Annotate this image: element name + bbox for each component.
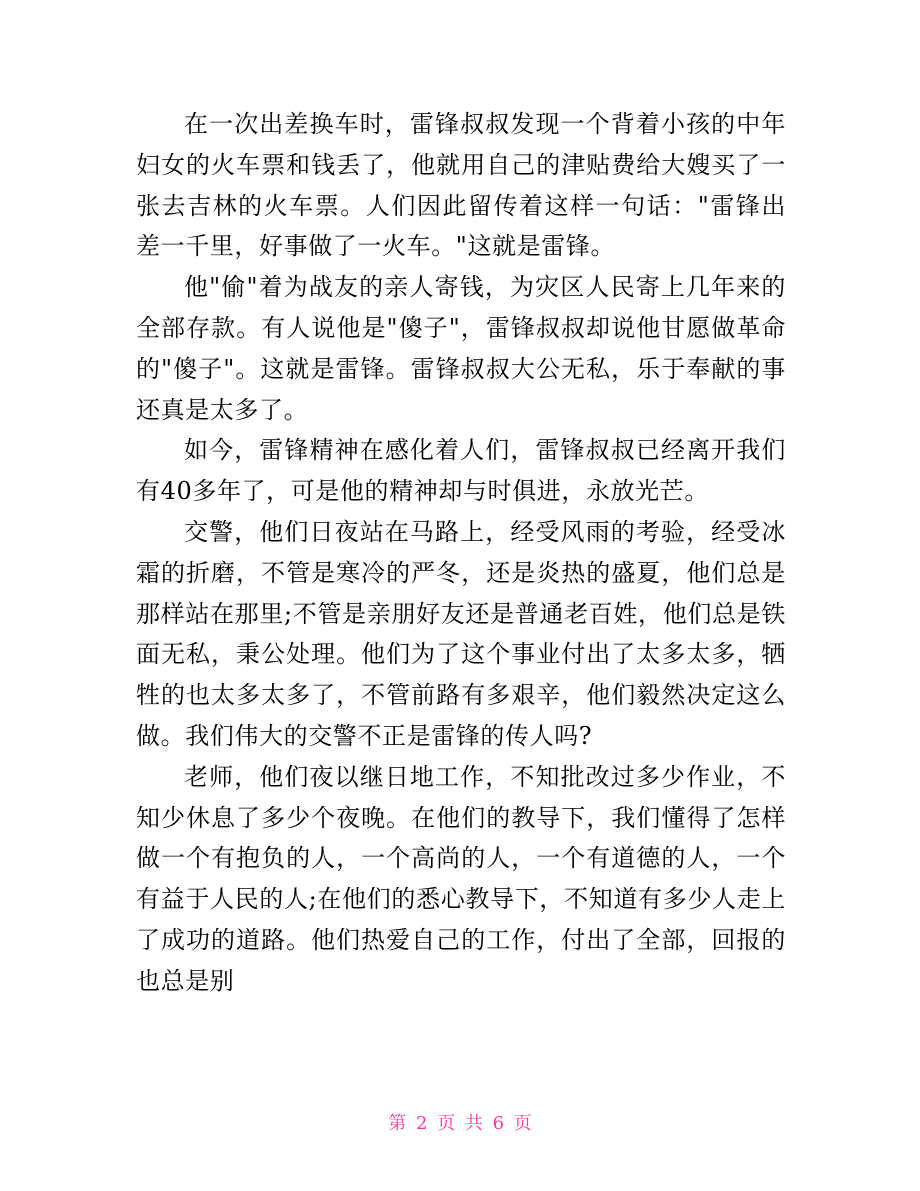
document-body	[136, 104, 786, 1002]
paragraph-2: 他"偷"着为战友的亲人寄钱，为灾区人民寄上几年来的全部存款。有人说他是"傻子"，雷锋叔叔却说他甘愿做革命的"傻子"。这就是雷锋。雷锋叔叔大公无私，乐于奉献的事还真是太多了。	[136, 273, 786, 424]
paragraph-4: 交警，他们日夜站在马路上，经受风雨的考验，经受冰霜的折磨，不管是寒冷的严冬，还是炎热的盛夏，他们总是那样站在那里;不管是亲朋好友还是普通老百姓，他们总是铁面无私，秉公处理。他们为了这个事业付出了太多太多，牺牲的也太多太多了，不管前路有多艰辛，他们毅然决定这么做。我们伟大的交警不正是雷锋的传人吗?	[136, 517, 786, 750]
paragraph-1: 在一次出差换车时，雷锋叔叔发现一个背着小孩的中年妇女的火车票和钱丢了，他就用自己的津贴费给大嫂买了一张去吉林的火车票。人们因此留传着这样一句话："雷锋出差一千里，好事做了一火车。"这就是雷锋。	[136, 110, 786, 261]
paragraph-5: 老师，他们夜以继日地工作，不知批改过多少作业，不知少休息了多少个夜晚。在他们的教导下，我们懂得了怎样做一个有抱负的人，一个高尚的人，一个有道德的人，一个有益于人民的人;在他们的悉心教导下，不知道有多少人走上了成功的道路。他们热爱自己的工作，付出了全部，回报的也总是别	[136, 762, 786, 995]
page-number-footer: 第 2 页 共 6 页	[388, 1113, 532, 1134]
paragraph-3: 如今，雷锋精神在感化着人们，雷锋叔叔已经离开我们有40多年了，可是他的精神却与时俱进，永放光芒。	[136, 436, 786, 506]
